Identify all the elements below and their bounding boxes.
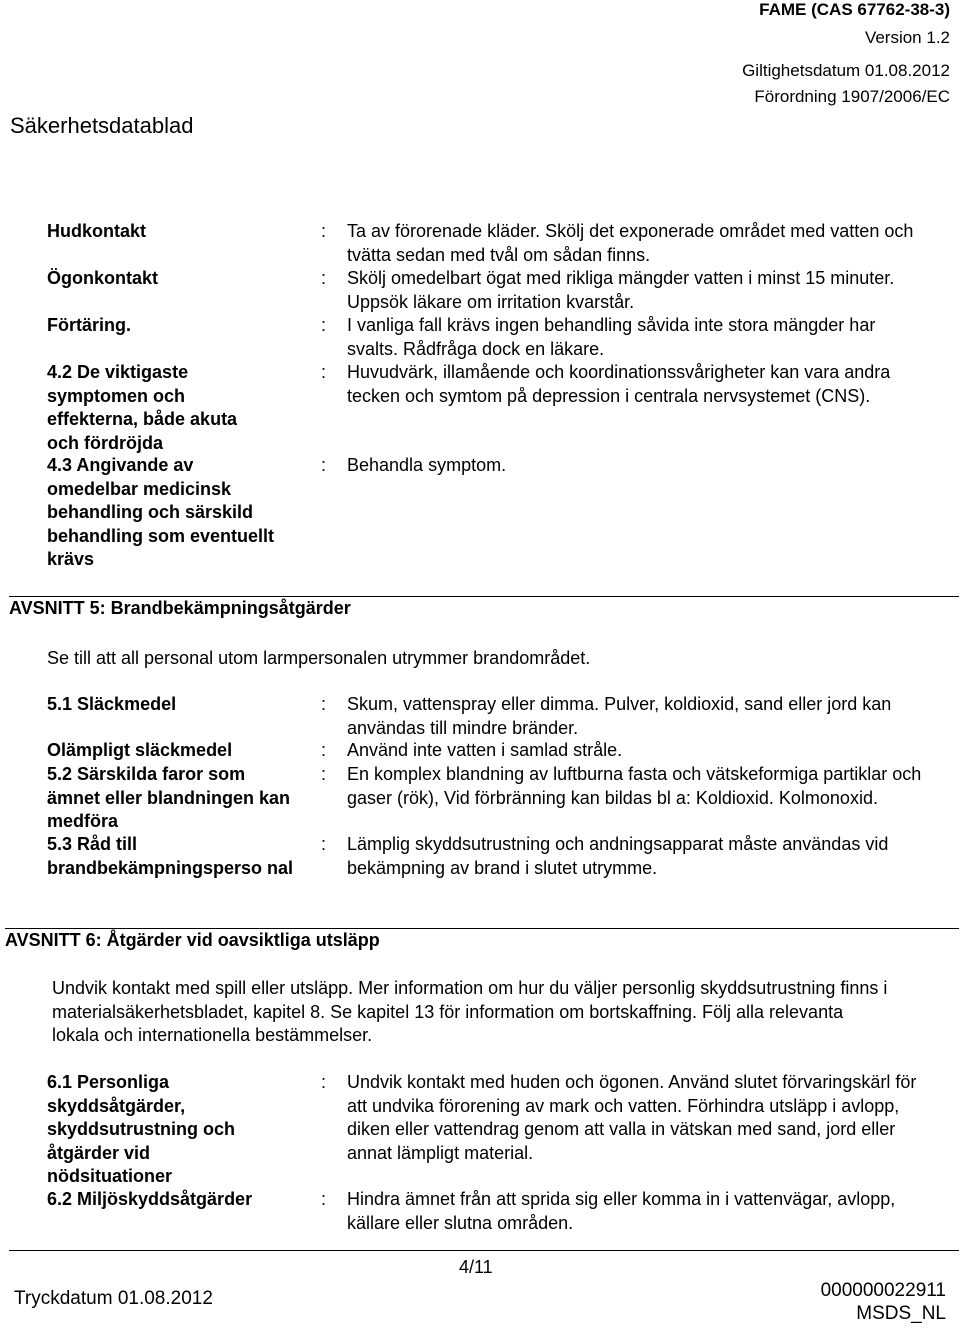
row-colon: : (321, 455, 327, 475)
row-value: Huvudvärk, illamående och koordinationssvårigheter kan vara andra tecken och symtom på depression i centrala nervsystemet (CNS). (347, 362, 891, 406)
row-label: Olämpligt släckmedel (47, 740, 233, 760)
row-label: Förtäring. (47, 315, 131, 335)
row-colon: : (321, 362, 327, 382)
document-code: MSDS_NL (856, 1303, 946, 1324)
row-label: 4.2 De viktigaste symptomen och effekterna, både akuta och fördröjda (47, 362, 238, 453)
row-label: 5.1 Släckmedel (47, 694, 177, 714)
row-label: Ögonkontakt (47, 268, 158, 288)
row-colon: : (321, 764, 327, 784)
version: Version 1.2 (864, 28, 950, 47)
row-colon: : (321, 315, 327, 335)
document-title: Säkerhetsdatablad (10, 113, 194, 138)
row-label: 5.2 Särskilda faror som ämnet eller blandningen kan medföra (47, 764, 291, 831)
footer-divider (9, 1250, 959, 1251)
section-5-divider (9, 596, 959, 597)
row-colon: : (321, 268, 327, 288)
row-value: Behandla symptom. (347, 455, 507, 475)
section-6-divider (5, 928, 959, 929)
row-value: En komplex blandning av luftburna fasta och vätskeformiga partiklar och gaser (rök), Vid förbränning kan bildas bl a: Koldioxid. Kolmonoxid. (347, 764, 922, 808)
row-colon: : (321, 740, 327, 760)
regulation: Förordning 1907/2006/EC (754, 87, 950, 106)
row-value: Skum, vattenspray eller dimma. Pulver, koldioxid, sand eller jord kan användas till mindre bränder. (347, 694, 892, 738)
row-value: Undvik kontakt med huden och ögonen. Använd slutet förvaringskärl för att undvika förorening av mark och vatten. Förhindra utsläpp i avlopp, diken eller vattendrag genom att valla in vätskan med sand, jord eller annat lämpligt material. (347, 1072, 917, 1163)
section-5-title: AVSNITT 5: Brandbekämpningsåtgärder (9, 598, 351, 618)
row-value: Hindra ämnet från att sprida sig eller komma in i vattenvägar, avlopp, källare eller slutna områden. (347, 1189, 896, 1233)
row-value: Lämplig skyddsutrustning och andningsapparat måste användas vid bekämpning av brand i slutet utrymme. (347, 834, 889, 878)
section-5-intro: Se till att all personal utom larmpersonalen utrymmer brandområdet. (47, 648, 591, 668)
row-colon: : (321, 221, 327, 241)
document-number: 000000022911 (820, 1280, 946, 1301)
section-6-title: AVSNITT 6: Åtgärder vid oavsiktliga utsläpp (5, 930, 380, 950)
row-colon: : (321, 694, 327, 714)
row-label: 5.3 Råd till brandbekämpningsperso nal (47, 834, 294, 878)
row-value: Skölj omedelbart ögat med rikliga mängder vatten i minst 15 minuter. Uppsök läkare om irritation kvarstår. (347, 268, 895, 312)
row-value: Använd inte vatten i samlad stråle. (347, 740, 623, 760)
row-label: 4.3 Angivande av omedelbar medicinsk behandling och särskild behandling som eventuellt krävs (47, 455, 275, 569)
print-date: Tryckdatum 01.08.2012 (14, 1288, 213, 1309)
validity-date: Giltighetsdatum 01.08.2012 (742, 61, 950, 80)
page-number: 4/11 (459, 1257, 493, 1277)
row-label: 6.1 Personliga skyddsåtgärder, skyddsutrustning och åtgärder vid nödsituationer (47, 1072, 236, 1186)
row-colon: : (321, 1189, 327, 1209)
row-label: 6.2 Miljöskyddsåtgärder (47, 1189, 253, 1209)
row-value: Ta av förorenade kläder. Skölj det exponerade området med vatten och tvätta sedan med tvål om sådan finns. (347, 221, 914, 265)
product-name: FAME (CAS 67762-38-3) (759, 0, 950, 19)
row-colon: : (321, 1072, 327, 1092)
row-label: Hudkontakt (47, 221, 146, 241)
row-value: I vanliga fall krävs ingen behandling såvida inte stora mängder har svalts. Rådfråga dock en läkare. (347, 315, 876, 359)
section-6-intro: Undvik kontakt med spill eller utsläpp. Mer information om hur du väljer personlig skyddsutrustning finns i materialsäkerhetsbladet, kapitel 8. Se kapitel 13 för information om bortskaffning. Följ alla relevanta lokala och internationella bestämmelser. (52, 978, 888, 1045)
row-colon: : (321, 834, 327, 854)
